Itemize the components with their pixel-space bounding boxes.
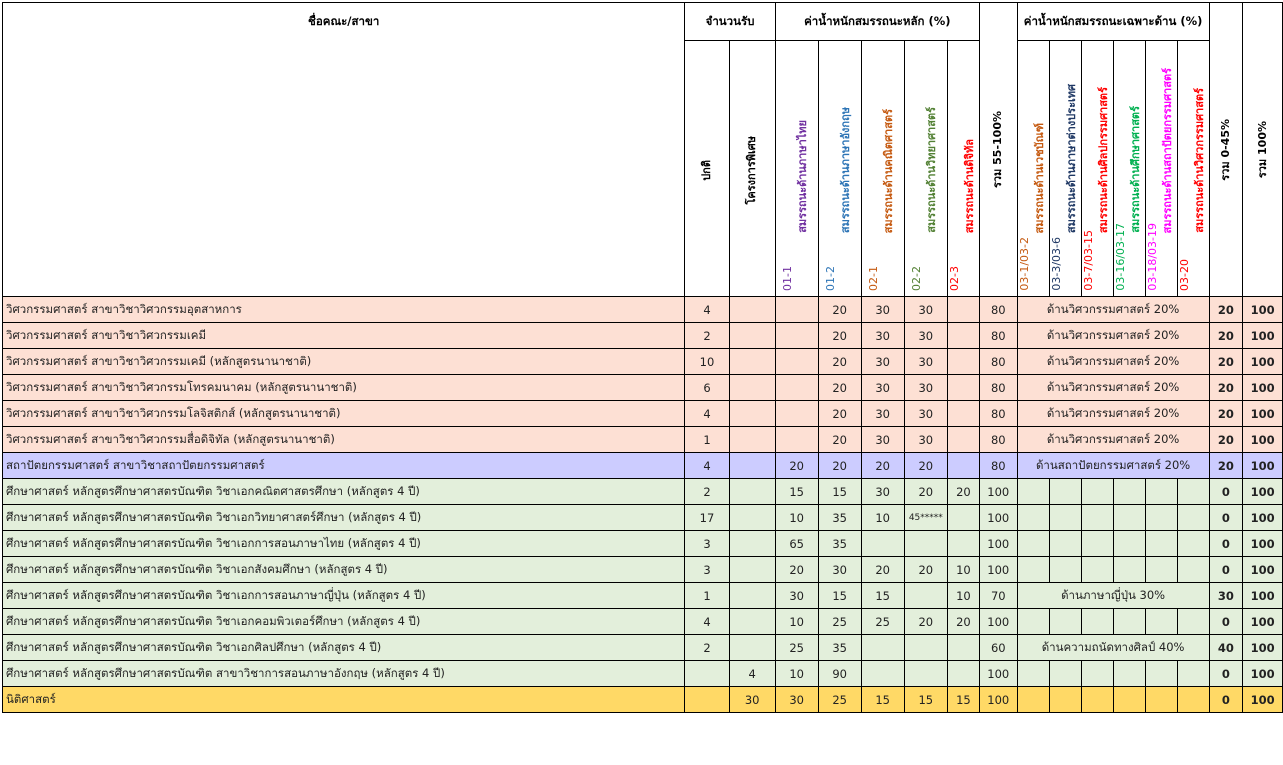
total-cell: 100	[1243, 297, 1283, 323]
table-row	[3, 505, 1283, 531]
table-row	[3, 583, 1283, 609]
special-count-cell	[729, 401, 775, 427]
english-weight-cell: 25	[818, 609, 861, 635]
specific-header-1: 03-1/03-2 สมรรถนะด้านเวชบัณฑ์	[1017, 41, 1049, 297]
specific-weight-cell	[1177, 479, 1209, 505]
specific-weight-cell	[1177, 531, 1209, 557]
english-weight-cell: 20	[818, 349, 861, 375]
specific-weight-cell	[1081, 661, 1113, 687]
special-count-cell	[729, 609, 775, 635]
english-weight-cell: 20	[818, 453, 861, 479]
core-sum-cell: 80	[979, 401, 1017, 427]
core-header-01-1: 01-1 สมรรถนะด้านภาษาไทย	[775, 41, 818, 297]
program-name-cell: วิศวกรรมศาสตร์ สาขาวิชาวิศวกรรมอุตสาหการ	[3, 297, 685, 323]
specific-weight-cell: ด้านสถาปัตยกรรมศาสตร์ 20%	[1017, 453, 1209, 479]
program-name-cell: ศึกษาศาสตร์ หลักสูตรศึกษาศาสตรบัณฑิต วิชาเอกศิลปศึกษา (หลักสูตร 4 ปี)	[3, 635, 685, 661]
specific-weight-cell: ด้านภาษาญี่ปุ่น 30%	[1017, 583, 1209, 609]
core-sum-cell: 100	[979, 609, 1017, 635]
english-weight-cell: 25	[818, 687, 861, 713]
specific-weight-cell: ด้านวิศวกรรมศาสตร์ 20%	[1017, 297, 1209, 323]
specific-weight-cell	[1049, 531, 1081, 557]
science-weight-cell	[904, 583, 947, 609]
program-name-cell: ศึกษาศาสตร์ หลักสูตรศึกษาศาสตรบัณฑิต วิชาเอกคอมพิวเตอร์ศึกษา (หลักสูตร 4 ปี)	[3, 609, 685, 635]
english-weight-cell: 30	[818, 557, 861, 583]
english-weight-cell: 15	[818, 583, 861, 609]
normal-count-cell: 3	[685, 557, 729, 583]
normal-count-cell: 10	[685, 349, 729, 375]
specific-weight-cell	[1017, 531, 1049, 557]
total-cell: 100	[1243, 427, 1283, 453]
specific-weight-cell	[1113, 609, 1145, 635]
digital-weight-cell: 10	[947, 583, 979, 609]
thai-weight-cell	[775, 375, 818, 401]
total-cell: 100	[1243, 661, 1283, 687]
science-weight-cell: 45*****	[904, 505, 947, 531]
normal-count-cell: 17	[685, 505, 729, 531]
core-sum-cell: 80	[979, 323, 1017, 349]
math-weight-cell: 15	[861, 687, 904, 713]
science-weight-cell: 30	[904, 401, 947, 427]
specific-weight-cell	[1145, 505, 1177, 531]
specific-weight-cell	[1049, 479, 1081, 505]
special-header: โครงการพิเศษ	[729, 41, 775, 297]
table-body	[3, 297, 1283, 713]
specific-weight-cell: ด้านความถนัดทางศิลป์ 40%	[1017, 635, 1209, 661]
english-weight-cell: 35	[818, 635, 861, 661]
core-sum-cell: 100	[979, 505, 1017, 531]
specific-weight-cell	[1049, 661, 1081, 687]
faculty-column-header: ชื่อคณะ/สาขา	[3, 3, 685, 297]
program-name-cell: วิศวกรรมศาสตร์ สาขาวิชาวิศวกรรมเคมี	[3, 323, 685, 349]
core-sum-cell: 60	[979, 635, 1017, 661]
science-weight-cell: 15	[904, 687, 947, 713]
table-row	[3, 557, 1283, 583]
program-name-cell: ศึกษาศาสตร์ หลักสูตรศึกษาศาสตรบัณฑิต วิชาเอกการสอนภาษาไทย (หลักสูตร 4 ปี)	[3, 531, 685, 557]
specific-sum-cell: 20	[1209, 349, 1243, 375]
math-weight-cell: 25	[861, 609, 904, 635]
specific-weight-cell	[1049, 505, 1081, 531]
specific-sum-cell: 20	[1209, 401, 1243, 427]
program-name-cell: นิติศาสตร์	[3, 687, 685, 713]
specific-weight-cell	[1113, 557, 1145, 583]
science-weight-cell: 20	[904, 557, 947, 583]
total-cell: 100	[1243, 479, 1283, 505]
normal-count-cell: 4	[685, 401, 729, 427]
total-cell: 100	[1243, 453, 1283, 479]
table-row	[3, 349, 1283, 375]
core-sum-cell: 100	[979, 687, 1017, 713]
normal-count-cell	[685, 661, 729, 687]
core-sum-cell: 100	[979, 479, 1017, 505]
english-weight-cell: 20	[818, 401, 861, 427]
table-row	[3, 635, 1283, 661]
digital-weight-cell	[947, 297, 979, 323]
english-weight-cell: 20	[818, 297, 861, 323]
specific-sum-cell: 20	[1209, 297, 1243, 323]
program-name-cell: วิศวกรรมศาสตร์ สาขาวิชาวิศวกรรมโลจิสติกส์ (หลักสูตรนานาชาติ)	[3, 401, 685, 427]
specific-weight-cell	[1017, 557, 1049, 583]
specific-weight-cell	[1113, 531, 1145, 557]
core-sum-cell: 70	[979, 583, 1017, 609]
science-weight-cell: 30	[904, 323, 947, 349]
table-row	[3, 427, 1283, 453]
specific-weight-cell	[1145, 687, 1177, 713]
digital-weight-cell: 20	[947, 609, 979, 635]
specific-weight-cell	[1017, 505, 1049, 531]
core-sum-cell: 80	[979, 427, 1017, 453]
specific-weight-cell	[1177, 687, 1209, 713]
science-weight-cell	[904, 661, 947, 687]
program-name-cell: ศึกษาศาสตร์ หลักสูตรศึกษาศาสตรบัณฑิต สาขาวิชาการสอนภาษาอังกฤษ (หลักสูตร 4 ปี)	[3, 661, 685, 687]
science-weight-cell	[904, 531, 947, 557]
table-row	[3, 531, 1283, 557]
digital-weight-cell: 15	[947, 687, 979, 713]
table-row	[3, 297, 1283, 323]
total-cell: 100	[1243, 635, 1283, 661]
thai-weight-cell: 15	[775, 479, 818, 505]
core-sum-cell: 100	[979, 557, 1017, 583]
table-row	[3, 609, 1283, 635]
normal-count-cell: 3	[685, 531, 729, 557]
english-weight-cell: 15	[818, 479, 861, 505]
specific-weight-cell	[1113, 505, 1145, 531]
specific-weight-cell	[1049, 687, 1081, 713]
special-count-cell	[729, 323, 775, 349]
specific-weight-cell	[1081, 531, 1113, 557]
specific-weight-cell: ด้านวิศวกรรมศาสตร์ 20%	[1017, 323, 1209, 349]
thai-weight-cell: 10	[775, 609, 818, 635]
digital-weight-cell	[947, 427, 979, 453]
math-weight-cell	[861, 661, 904, 687]
special-count-cell	[729, 297, 775, 323]
normal-count-cell: 4	[685, 609, 729, 635]
specific-weight-cell: ด้านวิศวกรรมศาสตร์ 20%	[1017, 375, 1209, 401]
specific-weight-cell	[1081, 479, 1113, 505]
specific-weight-cell	[1081, 557, 1113, 583]
thai-weight-cell: 10	[775, 505, 818, 531]
specific-sum-cell: 0	[1209, 609, 1243, 635]
math-weight-cell: 10	[861, 505, 904, 531]
table-row	[3, 453, 1283, 479]
specific-header-5: 03-18/03-19 สมรรถนะด้านสถาปัตยกรรมศาสตร์	[1145, 41, 1177, 297]
table-header	[3, 3, 1283, 297]
math-weight-cell: 30	[861, 323, 904, 349]
digital-weight-cell	[947, 323, 979, 349]
thai-weight-cell	[775, 349, 818, 375]
specific-header-3: 03-7/03-15 สมรรถนะด้านศิลปกรรมศาสตร์	[1081, 41, 1113, 297]
table-row	[3, 401, 1283, 427]
thai-weight-cell: 25	[775, 635, 818, 661]
math-weight-cell: 15	[861, 583, 904, 609]
specific-weight-cell: ด้านวิศวกรรมศาสตร์ 20%	[1017, 401, 1209, 427]
core-sum-cell: 80	[979, 349, 1017, 375]
english-weight-cell: 20	[818, 323, 861, 349]
thai-weight-cell: 20	[775, 453, 818, 479]
specific-weight-cell	[1177, 505, 1209, 531]
special-count-cell	[729, 531, 775, 557]
specific-weight-cell: ด้านวิศวกรรมศาสตร์ 20%	[1017, 427, 1209, 453]
english-weight-cell: 20	[818, 427, 861, 453]
normal-count-cell: 1	[685, 427, 729, 453]
science-weight-cell: 20	[904, 453, 947, 479]
total-cell: 100	[1243, 375, 1283, 401]
digital-weight-cell	[947, 375, 979, 401]
admit-group-header: จำนวนรับ	[685, 3, 775, 41]
specific-sum-cell: 0	[1209, 479, 1243, 505]
admission-weights-table	[2, 2, 1283, 713]
specific-weight-cell	[1017, 479, 1049, 505]
total-cell: 100	[1243, 505, 1283, 531]
digital-weight-cell	[947, 505, 979, 531]
specific-weight-cell	[1017, 609, 1049, 635]
thai-weight-cell: 30	[775, 583, 818, 609]
special-count-cell	[729, 453, 775, 479]
specific-weight-cell	[1145, 531, 1177, 557]
specific-sum-cell: 20	[1209, 375, 1243, 401]
core-sum-cell: 80	[979, 375, 1017, 401]
specific-sum-cell: 0	[1209, 687, 1243, 713]
math-weight-cell	[861, 635, 904, 661]
specific-sum-cell: 20	[1209, 427, 1243, 453]
special-count-cell	[729, 505, 775, 531]
core-header-02-1: 02-1 สมรรถนะด้านคณิตศาสตร์	[861, 41, 904, 297]
core-group-header: ค่าน้ำหนักสมรรถนะหลัก (%)	[775, 3, 979, 41]
thai-weight-cell	[775, 297, 818, 323]
normal-count-cell: 2	[685, 323, 729, 349]
specific-weight-cell	[1177, 609, 1209, 635]
thai-weight-cell	[775, 323, 818, 349]
specific-sum-cell: 40	[1209, 635, 1243, 661]
normal-count-cell: 6	[685, 375, 729, 401]
specific-weight-cell	[1049, 609, 1081, 635]
digital-weight-cell	[947, 401, 979, 427]
normal-count-cell: 4	[685, 297, 729, 323]
math-weight-cell: 30	[861, 349, 904, 375]
normal-header: ปกติ	[685, 41, 729, 297]
specific-sum-cell: 0	[1209, 531, 1243, 557]
total-cell: 100	[1243, 401, 1283, 427]
specific-weight-cell	[1145, 557, 1177, 583]
normal-count-cell: 1	[685, 583, 729, 609]
core-sum-cell: 100	[979, 531, 1017, 557]
specific-sum-cell: 0	[1209, 557, 1243, 583]
core-sum-cell: 100	[979, 661, 1017, 687]
science-weight-cell: 30	[904, 375, 947, 401]
specific-weight-cell	[1113, 479, 1145, 505]
special-count-cell	[729, 479, 775, 505]
english-weight-cell: 20	[818, 375, 861, 401]
math-weight-cell: 30	[861, 479, 904, 505]
science-weight-cell: 20	[904, 479, 947, 505]
total-cell: 100	[1243, 531, 1283, 557]
table-row	[3, 375, 1283, 401]
program-name-cell: วิศวกรรมศาสตร์ สาขาวิชาวิศวกรรมเคมี (หลักสูตรนานาชาติ)	[3, 349, 685, 375]
thai-weight-cell: 30	[775, 687, 818, 713]
specific-weight-cell	[1049, 557, 1081, 583]
normal-count-cell: 2	[685, 479, 729, 505]
total-cell: 100	[1243, 583, 1283, 609]
program-name-cell: สถาปัตยกรรมศาสตร์ สาขาวิชาสถาปัตยกรรมศาสตร์	[3, 453, 685, 479]
specific-header-2: 03-3/03-6 สมรรถนะด้านภาษาต่างประเทศ	[1049, 41, 1081, 297]
math-weight-cell: 30	[861, 297, 904, 323]
special-count-cell	[729, 635, 775, 661]
specific-weight-cell	[1081, 505, 1113, 531]
digital-weight-cell	[947, 349, 979, 375]
thai-weight-cell: 10	[775, 661, 818, 687]
specific-header-6: 03-20 สมรรถนะด้านวิศวกรรมศาสตร์	[1177, 41, 1209, 297]
program-name-cell: ศึกษาศาสตร์ หลักสูตรศึกษาศาสตรบัณฑิต วิชาเอกการสอนภาษาญี่ปุ่น (หลักสูตร 4 ปี)	[3, 583, 685, 609]
normal-count-cell: 2	[685, 635, 729, 661]
special-count-cell	[729, 557, 775, 583]
digital-weight-cell	[947, 661, 979, 687]
total-cell: 100	[1243, 687, 1283, 713]
math-weight-cell: 20	[861, 557, 904, 583]
specific-sum-cell: 0	[1209, 505, 1243, 531]
normal-count-cell	[685, 687, 729, 713]
math-weight-cell: 20	[861, 453, 904, 479]
specific-weight-cell	[1177, 557, 1209, 583]
core-header-02-2: 02-2 สมรรถนะด้านวิทยาศาสตร์	[904, 41, 947, 297]
core-header-02-3: 02-3 สมรรถนะด้านดิจิทัล	[947, 41, 979, 297]
special-count-cell: 30	[729, 687, 775, 713]
specific-group-header: ค่าน้ำหนักสมรรถนะเฉพาะด้าน (%)	[1017, 3, 1209, 41]
program-name-cell: วิศวกรรมศาสตร์ สาขาวิชาวิศวกรรมโทรคมนาคม (หลักสูตรนานาชาติ)	[3, 375, 685, 401]
program-name-cell: ศึกษาศาสตร์ หลักสูตรศึกษาศาสตรบัณฑิต วิชาเอกสังคมศึกษา (หลักสูตร 4 ปี)	[3, 557, 685, 583]
core-sum-cell: 80	[979, 453, 1017, 479]
science-weight-cell: 30	[904, 297, 947, 323]
special-count-cell: 4	[729, 661, 775, 687]
digital-weight-cell: 10	[947, 557, 979, 583]
thai-weight-cell: 20	[775, 557, 818, 583]
special-count-cell	[729, 427, 775, 453]
special-count-cell	[729, 375, 775, 401]
specific-sum-cell: 20	[1209, 453, 1243, 479]
english-weight-cell: 35	[818, 531, 861, 557]
math-weight-cell: 30	[861, 375, 904, 401]
specific-header-4: 03-16/03-17 สมรรถนะด้านศึกษาศาสตร์	[1113, 41, 1145, 297]
total-cell: 100	[1243, 349, 1283, 375]
specific-weight-cell: ด้านวิศวกรรมศาสตร์ 20%	[1017, 349, 1209, 375]
digital-weight-cell: 20	[947, 479, 979, 505]
thai-weight-cell	[775, 427, 818, 453]
english-weight-cell: 35	[818, 505, 861, 531]
core-header-01-2: 01-2 สมรรถนะด้านภาษาอังกฤษ	[818, 41, 861, 297]
table-row	[3, 323, 1283, 349]
special-count-cell	[729, 583, 775, 609]
program-name-cell: ศึกษาศาสตร์ หลักสูตรศึกษาศาสตรบัณฑิต วิชาเอกวิทยาศาสตร์ศึกษา (หลักสูตร 4 ปี)	[3, 505, 685, 531]
specific-weight-cell	[1017, 661, 1049, 687]
table-row	[3, 661, 1283, 687]
digital-weight-cell	[947, 453, 979, 479]
table-row	[3, 687, 1283, 713]
english-weight-cell: 90	[818, 661, 861, 687]
sum-core-header: รวม 55-100%	[979, 3, 1017, 297]
science-weight-cell: 20	[904, 609, 947, 635]
digital-weight-cell	[947, 635, 979, 661]
total-cell: 100	[1243, 323, 1283, 349]
program-name-cell: วิศวกรรมศาสตร์ สาขาวิชาวิศวกรรมสื่อดิจิทัล (หลักสูตรนานาชาติ)	[3, 427, 685, 453]
math-weight-cell	[861, 531, 904, 557]
specific-weight-cell	[1113, 687, 1145, 713]
thai-weight-cell: 65	[775, 531, 818, 557]
specific-sum-cell: 20	[1209, 323, 1243, 349]
specific-sum-cell: 0	[1209, 661, 1243, 687]
specific-weight-cell	[1145, 661, 1177, 687]
special-count-cell	[729, 349, 775, 375]
thai-weight-cell	[775, 401, 818, 427]
program-name-cell: ศึกษาศาสตร์ หลักสูตรศึกษาศาสตรบัณฑิต วิชาเอกคณิตศาสตรศึกษา (หลักสูตร 4 ปี)	[3, 479, 685, 505]
total-cell: 100	[1243, 609, 1283, 635]
sum-specific-header: รวม 0-45%	[1209, 3, 1243, 297]
specific-weight-cell	[1113, 661, 1145, 687]
science-weight-cell: 30	[904, 427, 947, 453]
total-cell: 100	[1243, 557, 1283, 583]
digital-weight-cell	[947, 531, 979, 557]
normal-count-cell: 4	[685, 453, 729, 479]
specific-weight-cell	[1145, 609, 1177, 635]
specific-sum-cell: 30	[1209, 583, 1243, 609]
table-row	[3, 479, 1283, 505]
specific-weight-cell	[1017, 687, 1049, 713]
math-weight-cell: 30	[861, 427, 904, 453]
specific-weight-cell	[1145, 479, 1177, 505]
total-header: รวม 100%	[1243, 3, 1283, 297]
core-sum-cell: 80	[979, 297, 1017, 323]
science-weight-cell	[904, 635, 947, 661]
science-weight-cell: 30	[904, 349, 947, 375]
specific-weight-cell	[1177, 661, 1209, 687]
specific-weight-cell	[1081, 687, 1113, 713]
math-weight-cell: 30	[861, 401, 904, 427]
specific-weight-cell	[1081, 609, 1113, 635]
